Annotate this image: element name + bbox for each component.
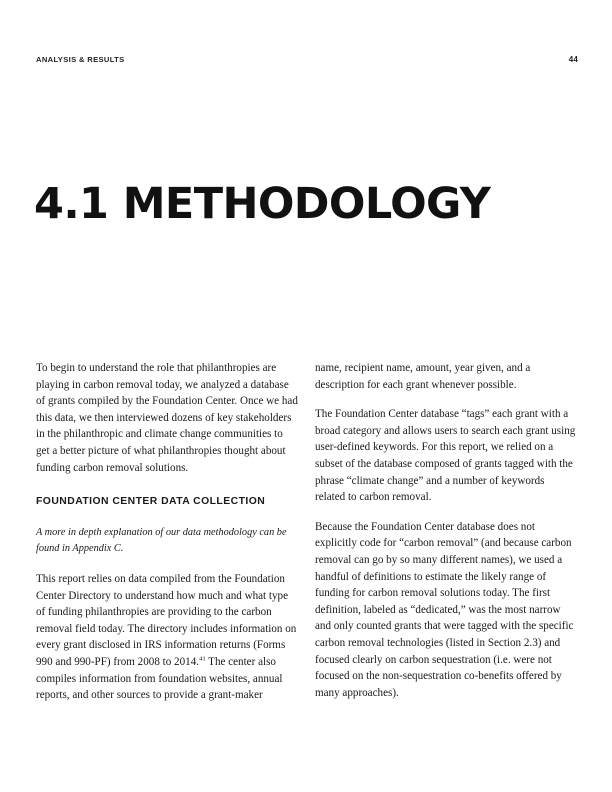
section-heading-foundation-center-data-collection: FOUNDATION CENTER DATA COLLECTION [36,496,266,508]
paragraph-text-after-footnote: The center also compiles information from foundation websites, annual reports, and other sources to provide a grant-maker [36,655,283,702]
running-header-section-label: ANALYSIS & RESULTS [36,55,125,64]
paragraph: name, recipient name, amount, year given, and a description for each grant whenever possible. [315,362,531,391]
paragraph: To begin to understand the role that philanthropies are playing in carbon removal today, we analyzed a database of grants compiled by the Foundation Center. Once we had this data, we then interviewed dozens of key stakeholders in the philanthropic and climate change communities to get a better picture of what philanthropies thought about funding carbon removal solutions. [36,362,298,474]
paragraph-with-footnote [36,571,298,704]
paragraph: The Foundation Center database “tags” each grant with a broad category and allows users to search each grant using user-defined keywords. For this report, we relied on a subset of the database composed of grants tagged with the phrase “climate change” and a number of keywords related to carbon removal. [315,408,576,504]
footnote-reference: 41 [199,655,206,663]
page-number: 44 [568,55,578,64]
running-header [36,55,578,67]
left-column [36,360,298,770]
page-title: 4.1 METHODOLOGY [34,178,491,229]
body-columns [36,360,578,770]
paragraph-text-before-footnote: This report relies on data compiled from the Foundation Center Directory to understand how much and what type of funding philanthropies are providing to the carbon removal field today. The directory includes information on every grant disclosed in IRS information returns (Forms 990 and 990-PF) from 2008 to 2014. [36,572,297,668]
methodology-note: A more in depth explanation of our data methodology can be found in Appendix C. [36,527,287,554]
paragraph: Because the Foundation Center database does not explicitly code for “carbon removal” (and because carbon removal can go by so many different names), we used a handful of definitions to estimate the likely range of funding for carbon removal solutions today. The first definition, labeled as “dedicated,” was the most narrow and only counted grants that were tagged with the specific carbon removal technologies (listed in Section 2.3) and focused clearly on carbon sequestration (i.e. were not focused on the non-sequestration co-benefits offered by many approaches). [315,520,574,699]
right-column [315,360,577,770]
